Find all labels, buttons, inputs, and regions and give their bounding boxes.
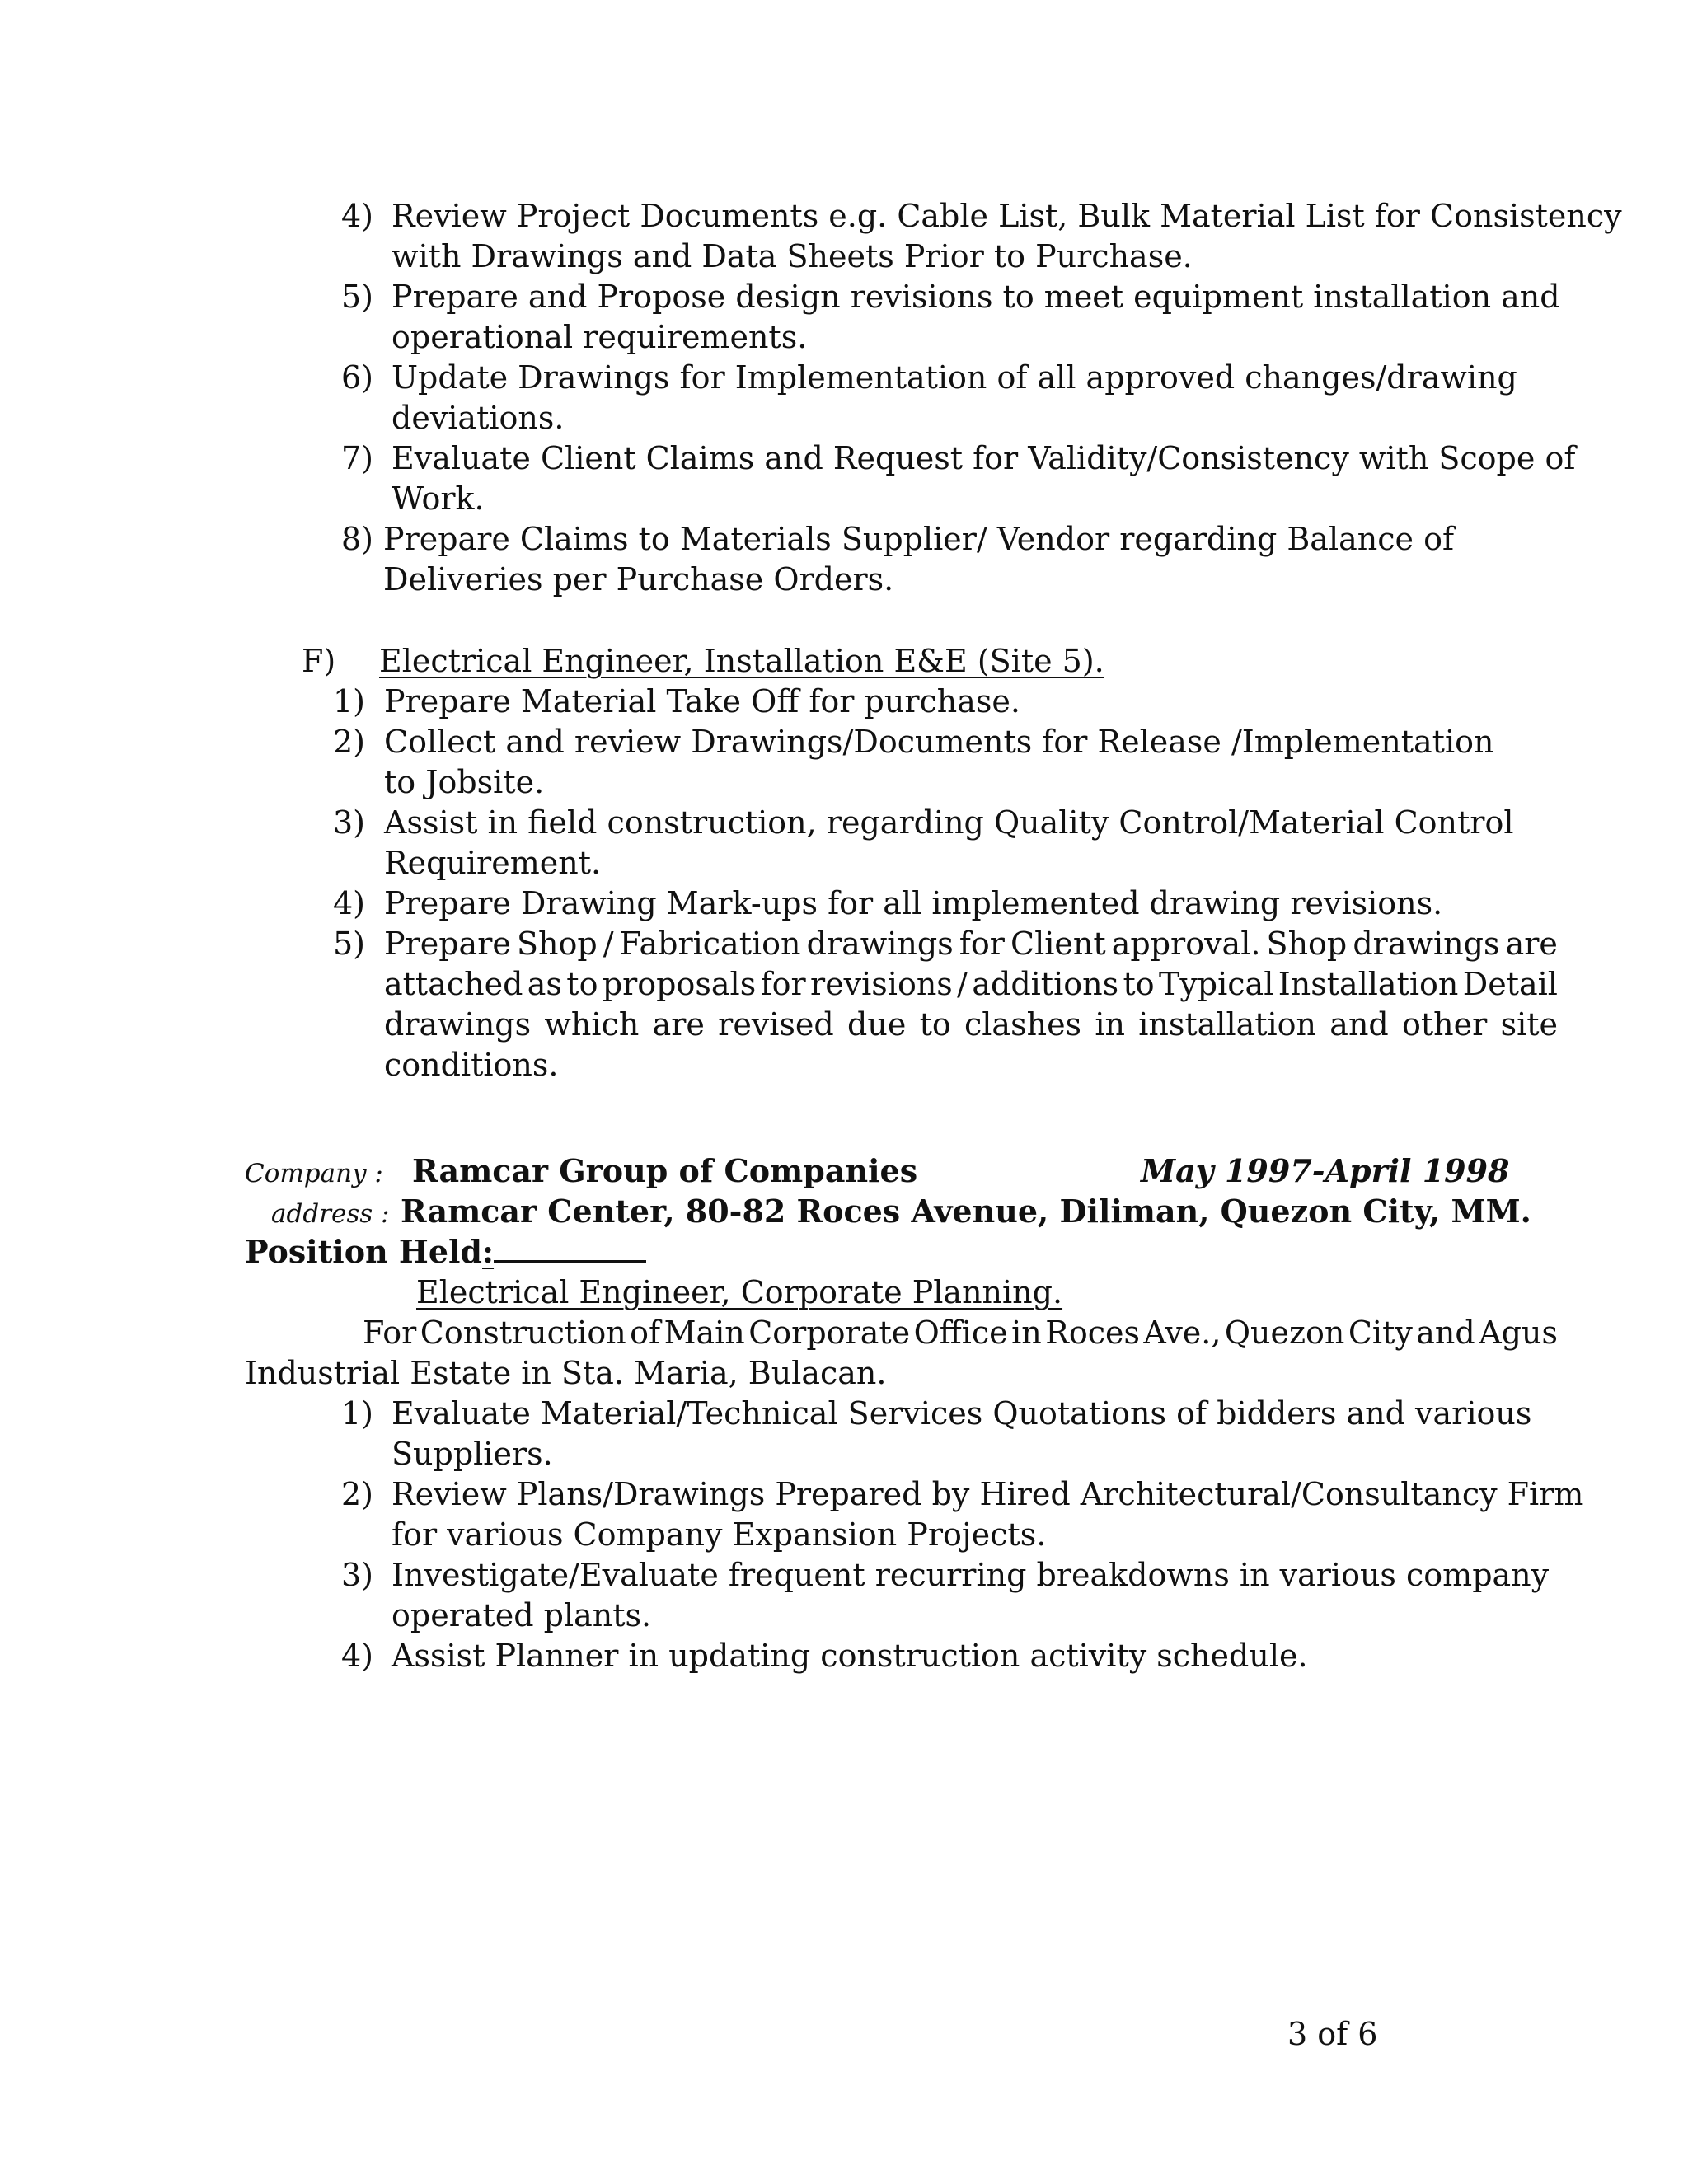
- list-item-text: Prepare Claims to Materials Supplier/ Vendor regarding Balance of: [383, 521, 1455, 557]
- underline-blank: [494, 1232, 646, 1263]
- employment-dates: May 1997-April 1998: [1141, 1152, 1510, 1189]
- word: in: [1011, 1315, 1042, 1351]
- list-item-text: Review Project Documents e.g. Cable List, Bulk Material List for Consistency: [392, 198, 1622, 234]
- word: Shop: [1266, 926, 1348, 962]
- list-item-text: Suppliers.: [392, 1436, 553, 1472]
- word: Shop: [516, 926, 598, 962]
- word: Fabrication: [619, 926, 801, 962]
- list-item-text: operational requirements.: [392, 319, 808, 355]
- word: to: [919, 1006, 951, 1043]
- list-item-text: Assist in field construction, regarding Quality Control/Material Control: [384, 804, 1514, 841]
- word: and: [1329, 1006, 1389, 1043]
- word: /: [603, 926, 614, 962]
- word: Main: [663, 1315, 745, 1351]
- company-name: Ramcar Group of Companies: [412, 1152, 918, 1189]
- word: Client: [1010, 926, 1106, 962]
- company-address: Ramcar Center, 80-82 Roces Avenue, Diliman, Quezon City, MM.: [401, 1193, 1531, 1230]
- page-number: 3 of 6: [1287, 2016, 1378, 2052]
- list-item-number: 4): [341, 1638, 374, 1674]
- list-item-number: 1): [333, 683, 366, 719]
- justified-text-line: [384, 1005, 1558, 1044]
- list-item-text: Requirement.: [384, 845, 602, 881]
- list-item-number: 1): [341, 1395, 374, 1432]
- list-item-number: 3): [333, 804, 366, 841]
- word: Quezon: [1224, 1315, 1345, 1351]
- word: are: [652, 1006, 705, 1043]
- list-item-text: Evaluate Material/Technical Services Quotations of bidders and various: [392, 1395, 1532, 1432]
- position-title: Electrical Engineer, Corporate Planning.: [416, 1274, 1063, 1310]
- word: Installation: [1278, 966, 1459, 1002]
- word: For: [363, 1315, 417, 1351]
- list-item-text: Prepare Drawing Mark-ups for all implemented drawing revisions.: [384, 885, 1443, 921]
- section-heading: Electrical Engineer, Installation E&E (Site 5).: [379, 643, 1104, 679]
- list-item-text: to Jobsite.: [384, 764, 545, 800]
- word: to: [1123, 966, 1155, 1002]
- list-item-text: Collect and review Drawings/Documents for Release /Implementation: [384, 724, 1494, 760]
- word: Corporate: [748, 1315, 911, 1351]
- word: are: [1505, 926, 1558, 962]
- justified-text-line: [384, 924, 1558, 963]
- word: Prepare: [384, 926, 511, 962]
- word: revisions: [810, 966, 953, 1002]
- list-item-number: 2): [341, 1476, 374, 1512]
- word: due: [847, 1006, 907, 1043]
- list-item-text: Assist Planner in updating construction activity schedule.: [392, 1638, 1308, 1674]
- list-item-number: 5): [341, 279, 374, 315]
- word: proposals: [602, 966, 757, 1002]
- word: to: [566, 966, 598, 1002]
- word: drawings: [806, 926, 954, 962]
- word: Construction: [420, 1315, 626, 1351]
- word: Agus: [1479, 1315, 1558, 1351]
- word: for: [959, 926, 1005, 962]
- word: as: [527, 966, 562, 1002]
- address-label: address :: [271, 1199, 390, 1229]
- list-item-text: Review Plans/Drawings Prepared by Hired Architectural/Consultancy Firm: [392, 1476, 1584, 1512]
- list-item-text: Update Drawings for Implementation of all approved changes/drawing: [392, 359, 1517, 396]
- list-item-number: 3): [341, 1557, 374, 1593]
- word: Ave.,: [1143, 1315, 1221, 1351]
- word: drawings: [1353, 926, 1500, 962]
- list-item-number: 5): [333, 926, 366, 962]
- list-item-text: for various Company Expansion Projects.: [392, 1516, 1047, 1553]
- word: Office: [913, 1315, 1008, 1351]
- list-item-text: Evaluate Client Claims and Request for Validity/Consistency with Scope of: [392, 440, 1576, 476]
- word: attached: [384, 966, 523, 1002]
- list-item-text: Prepare and Propose design revisions to meet equipment installation and: [392, 279, 1560, 315]
- list-item-number: 8): [341, 521, 374, 557]
- word: in: [1095, 1006, 1125, 1043]
- position-held-colon: :: [482, 1233, 495, 1270]
- word: City: [1348, 1315, 1413, 1351]
- list-item-text: operated plants.: [392, 1597, 652, 1633]
- company-label: Company :: [245, 1159, 383, 1188]
- word: other: [1402, 1006, 1488, 1043]
- section-letter: F): [302, 643, 336, 679]
- word: site: [1500, 1006, 1558, 1043]
- word: revised: [718, 1006, 834, 1043]
- justified-text-line: [363, 1313, 1558, 1352]
- word: and: [1416, 1315, 1475, 1351]
- word: additions: [972, 966, 1119, 1002]
- word: Typical: [1158, 966, 1274, 1002]
- list-item-text: conditions.: [384, 1047, 559, 1083]
- word: Roces: [1045, 1315, 1140, 1351]
- justified-text-line: [384, 964, 1558, 1004]
- list-item-number: 4): [341, 198, 374, 234]
- word: Detail: [1462, 966, 1558, 1002]
- word: of: [630, 1315, 661, 1351]
- list-item-number: 4): [333, 885, 366, 921]
- position-held-label: [245, 1232, 646, 1272]
- list-item-text: Prepare Material Take Off for purchase.: [384, 683, 1020, 719]
- word: approval.: [1111, 926, 1261, 962]
- word: clashes: [964, 1006, 1082, 1043]
- word: installation: [1138, 1006, 1317, 1043]
- intro-text: Industrial Estate in Sta. Maria, Bulacan.: [245, 1355, 887, 1391]
- list-item-number: 2): [333, 724, 366, 760]
- list-item-text: with Drawings and Data Sheets Prior to Purchase.: [392, 238, 1193, 274]
- list-item-text: Deliveries per Purchase Orders.: [383, 561, 894, 598]
- word: for: [760, 966, 806, 1002]
- position-held-text: Position Held: [245, 1233, 483, 1270]
- word: /: [957, 966, 968, 1002]
- list-item-text: Work.: [392, 480, 485, 517]
- list-item-number: 7): [341, 440, 374, 476]
- list-item-number: 6): [341, 359, 374, 396]
- list-item-text: Investigate/Evaluate frequent recurring breakdowns in various company: [392, 1557, 1550, 1593]
- list-item-text: deviations.: [392, 400, 565, 436]
- word: which: [544, 1006, 640, 1043]
- word: drawings: [384, 1006, 532, 1043]
